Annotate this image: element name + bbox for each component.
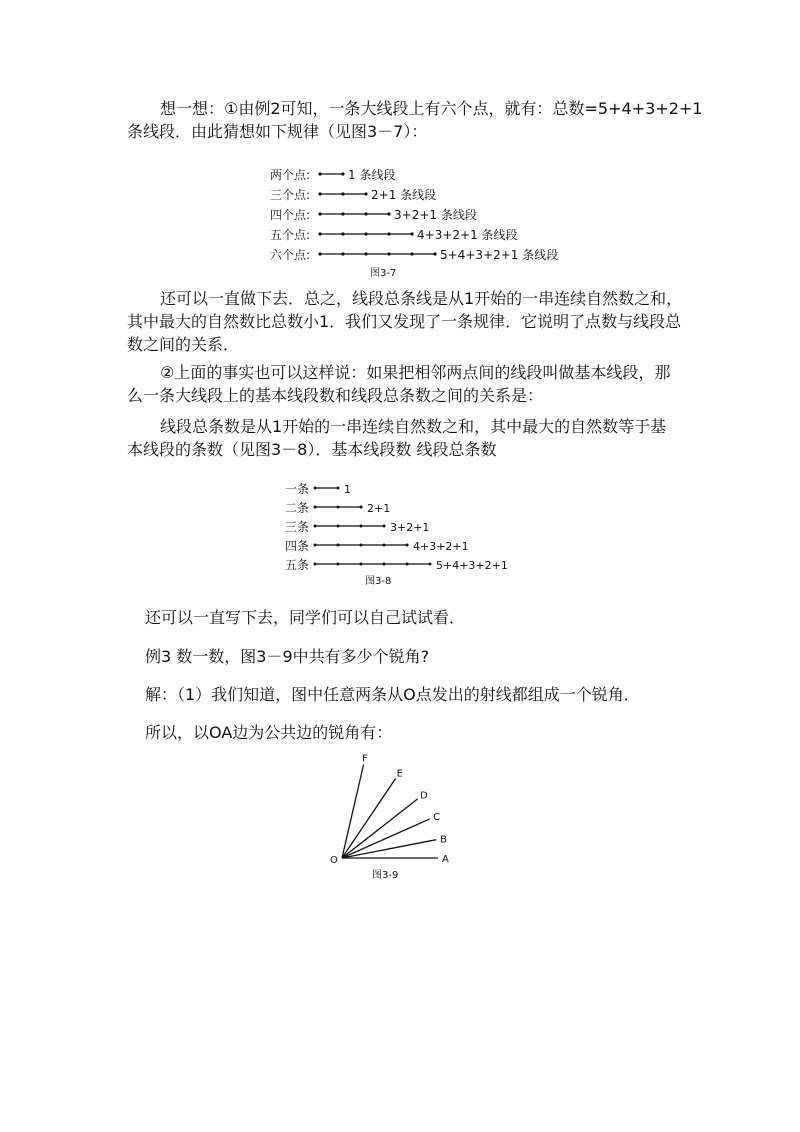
- figure-3-7-row-text: 4+3+2+1 条线段: [417, 228, 518, 242]
- para3-line2: 么一条大线段上的基本线段数和线段总条数之间的关系是：: [127, 386, 544, 405]
- figure-3-8-point: [360, 506, 363, 509]
- para2-line1: 还可以一直做下去．总之，线段总条线是从1开始的一串连续自然数之和，: [160, 289, 683, 308]
- figure-3-8-point: [383, 525, 386, 528]
- figure-3-8-point: [360, 563, 363, 566]
- para1-line1: 想一想：①由例2可知，一条大线段上有六个点，就有：总数=5+4+3+2+1: [160, 99, 703, 118]
- figure-3-9-caption: 图3-9: [372, 870, 399, 881]
- figure-3-9-drawing: [325, 755, 455, 885]
- figure-3-8-point: [314, 506, 317, 509]
- figure-3-8-point: [429, 563, 432, 566]
- figure-3-7-drawing: [258, 160, 578, 280]
- figure-3-7-point: [364, 192, 367, 195]
- figure-3-7-row-text: 1 条线段: [348, 168, 396, 182]
- figure-3-8-point: [314, 544, 317, 547]
- figure-3-8-row-label: 三条: [285, 520, 310, 534]
- para4-line1: 线段总条数是从1开始的一串连续自然数之和，其中最大的自然数等于基: [160, 417, 667, 436]
- para3-line1: ②上面的事实也可以这样说：如果把相邻两点间的线段叫做基本线段，那: [160, 363, 671, 382]
- figure-3-8-row-text: 3+2+1: [390, 521, 430, 534]
- figure-3-7-row-label: 六个点:: [270, 248, 311, 262]
- figure-3-8-row-label: 一条: [285, 482, 310, 496]
- figure-3-8-row-text: 5+4+3+2+1: [436, 559, 508, 572]
- figure-3-8-point: [406, 544, 409, 547]
- figure-3-7-point: [341, 252, 344, 255]
- figure-3-7-point: [364, 212, 367, 215]
- figure-3-7-row-text: 2+1 条线段: [371, 188, 437, 202]
- figure-3-7-point: [318, 232, 321, 235]
- figure-3-7-point: [410, 232, 413, 235]
- figure-3-7-row-text: 5+4+3+2+1 条线段: [440, 248, 559, 262]
- figure-3-7-point: [318, 192, 321, 195]
- figure-3-7-point: [318, 172, 321, 175]
- figure-3-7-caption: 图3-7: [370, 268, 397, 279]
- figure-3-8-row-label: 二条: [285, 501, 310, 515]
- para4-line2: 本线段的条数（见图3－8）．基本线段数 线段总条数: [127, 440, 497, 459]
- figure-3-7-point: [318, 252, 321, 255]
- figure-3-8: [285, 478, 545, 588]
- para2-line3: 数之间的关系．: [127, 335, 240, 354]
- figure-3-7-point: [387, 252, 390, 255]
- figure-3-7-point: [341, 232, 344, 235]
- figure-3-9-ray-label: A: [442, 854, 449, 865]
- figure-3-9-ray-label: F: [362, 753, 368, 765]
- figure-3-8-point: [360, 544, 363, 547]
- figure-3-8-point: [337, 506, 340, 509]
- figure-3-7-row-label: 五个点:: [270, 228, 311, 242]
- figure-3-8-point: [314, 525, 317, 528]
- figure-3-7-row-label: 四个点:: [270, 208, 311, 222]
- figure-3-9-ray: [342, 840, 436, 858]
- figure-3-8-point: [337, 544, 340, 547]
- figure-3-9-ray-label: C: [433, 812, 441, 824]
- figure-3-8-row-text: 1: [344, 483, 351, 496]
- figure-3-8-drawing: [285, 478, 545, 588]
- figure-3-9-ray-label: D: [420, 790, 428, 802]
- figure-3-7: [258, 160, 578, 280]
- figure-3-8-row-label: 四条: [285, 539, 310, 553]
- figure-3-8-point: [383, 563, 386, 566]
- para1-line2: 条线段．由此猜想如下规律（见图3－7）：: [127, 122, 428, 141]
- figure-3-7-point: [387, 212, 390, 215]
- figure-3-9-ray-label: E: [396, 768, 403, 780]
- figure-3-8-point: [337, 525, 340, 528]
- figure-3-7-point: [341, 172, 344, 175]
- figure-3-9-ray-label: B: [440, 834, 447, 846]
- figure-3-7-point: [341, 192, 344, 195]
- figure-3-8-row-text: 2+1: [367, 502, 391, 515]
- para2-line2: 其中最大的自然数比总数小1．我们又发现了一条规律．它说明了点数与线段总: [127, 312, 682, 331]
- figure-3-7-point: [410, 252, 413, 255]
- figure-3-7-point: [318, 212, 321, 215]
- figure-3-8-point: [314, 563, 317, 566]
- figure-3-8-point: [406, 563, 409, 566]
- figure-3-7-point: [387, 232, 390, 235]
- figure-3-8-row-text: 4+3+2+1: [413, 540, 469, 553]
- para7: 解：（1）我们知道，图中任意两条从O点发出的射线都组成一个锐角．: [145, 685, 640, 704]
- para6: 例3 数一数，图3－9中共有多少个锐角?: [145, 647, 430, 666]
- figure-3-7-row-text: 3+2+1 条线段: [394, 208, 477, 222]
- figure-3-7-point: [364, 252, 367, 255]
- figure-3-8-point: [383, 544, 386, 547]
- figure-3-9: [325, 755, 455, 885]
- figure-3-8-point: [337, 487, 340, 490]
- para5: 还可以一直写下去，同学们可以自己试试看．: [145, 608, 466, 627]
- figure-3-7-row-label: 三个点:: [270, 188, 311, 202]
- figure-3-7-row-label: 两个点:: [270, 168, 311, 182]
- figure-3-8-row-label: 五条: [285, 558, 310, 572]
- figure-3-8-caption: 图3-8: [365, 576, 392, 587]
- figure-3-7-point: [433, 252, 436, 255]
- figure-3-7-point: [341, 212, 344, 215]
- figure-3-8-point: [337, 563, 340, 566]
- figure-3-9-origin-label: O: [330, 855, 338, 866]
- figure-3-8-point: [360, 525, 363, 528]
- figure-3-8-point: [314, 487, 317, 490]
- figure-3-7-point: [364, 232, 367, 235]
- para8: 所以，以OA边为公共边的锐角有：: [145, 723, 393, 742]
